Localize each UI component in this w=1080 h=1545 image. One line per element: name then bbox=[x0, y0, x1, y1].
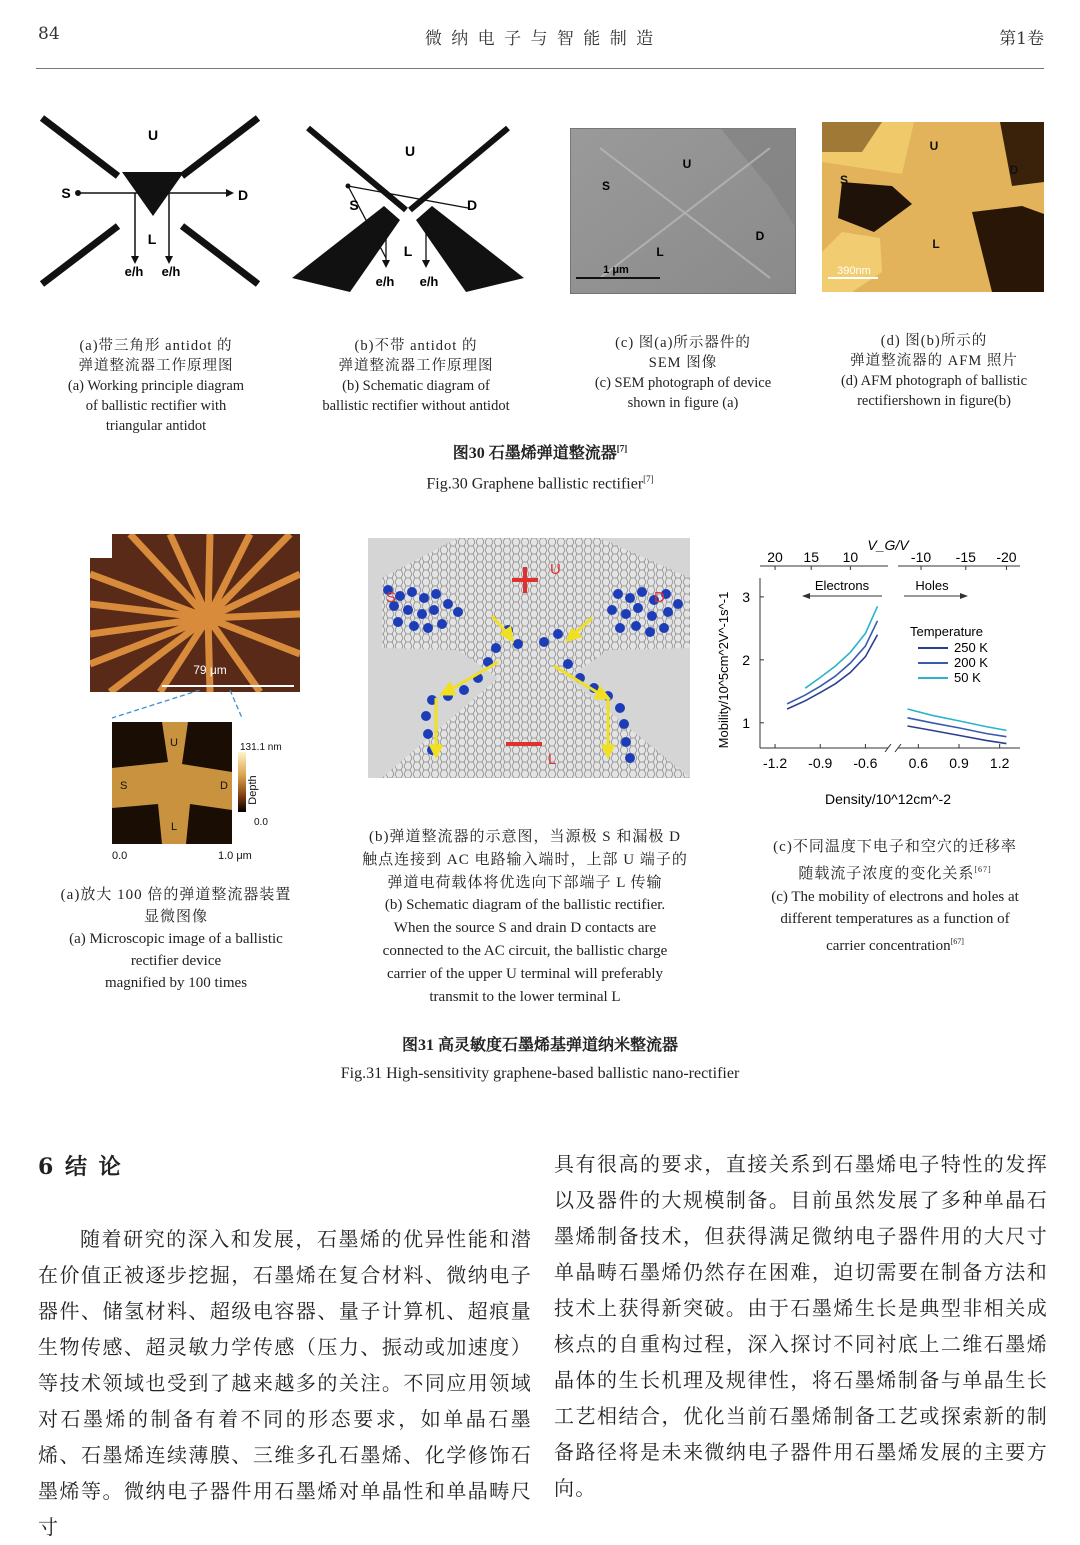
colorbar-max: 131.1 nm bbox=[240, 742, 282, 753]
top-tick-label: -15 bbox=[955, 549, 976, 565]
colorbar-label: Depth bbox=[247, 775, 259, 805]
fig30-caption-b: (b)不带 antidot 的 弹道整流器工作原理图 (b) Schematic diagram of ballistic rectifier without antidot bbox=[322, 338, 510, 414]
top-tick-label: 10 bbox=[842, 549, 859, 565]
region-label-electrons: Electrons bbox=[814, 578, 870, 593]
fig31-panel-a-microscope bbox=[90, 534, 300, 692]
label-eh: e/h bbox=[124, 264, 144, 279]
legend-entry: 50 K bbox=[954, 670, 981, 685]
scale-bar-label: 79 μm bbox=[193, 663, 227, 677]
page-number: 84 bbox=[38, 24, 60, 44]
scale-bar-label: 390nm bbox=[837, 265, 871, 277]
label-s: S bbox=[386, 589, 397, 606]
label-s: S bbox=[120, 780, 128, 792]
label-d: D bbox=[755, 229, 765, 243]
x-tick-label: -0.9 bbox=[808, 755, 833, 771]
volume-label: 第1卷 bbox=[999, 29, 1044, 49]
fig30-panel-b-diagram bbox=[288, 118, 528, 298]
series-line-200k-electrons bbox=[787, 621, 877, 704]
legend-entry: 200 K bbox=[954, 655, 988, 670]
x-end: 1.0 μm bbox=[218, 850, 252, 862]
arrow-head bbox=[960, 593, 968, 599]
label-s: S bbox=[349, 197, 359, 213]
x-tick-label: -0.6 bbox=[853, 755, 878, 771]
scale-bar-label: 1 μm bbox=[603, 264, 629, 276]
region-label-holes: Holes bbox=[915, 578, 949, 593]
label-eh: e/h bbox=[161, 264, 181, 279]
x-tick-label: -1.2 bbox=[762, 755, 788, 771]
fig30-title-zh: 图30 石墨烯弹道整流器[7] bbox=[452, 443, 628, 462]
colorbar-min: 0.0 bbox=[254, 817, 268, 828]
label-l: L bbox=[170, 821, 178, 833]
label-eh: e/h bbox=[375, 274, 395, 289]
top-tick-label: 20 bbox=[767, 549, 783, 565]
fig30-panel-a-diagram bbox=[36, 108, 266, 293]
label-eh: e/h bbox=[419, 274, 439, 289]
fig31-panel-b-schematic bbox=[368, 538, 690, 778]
label-u: U bbox=[170, 737, 178, 749]
x-axis-label: Density/10^12cm^-2 bbox=[825, 791, 951, 807]
fig31-panel-a-afm-zoom bbox=[106, 718, 296, 864]
label-s: S bbox=[839, 173, 849, 187]
label-u: U bbox=[682, 157, 692, 171]
label-d: D bbox=[220, 780, 228, 792]
fig31-title-zh: 图31 高灵敏度石墨烯基弹道纳米整流器 bbox=[401, 1037, 678, 1054]
legend-entry: 250 K bbox=[954, 640, 988, 655]
y-tick-label: 1 bbox=[742, 714, 750, 731]
label-d: D bbox=[238, 187, 249, 203]
fig30-caption-c: (c) 图(a)所示器件的 SEM 图像 (c) SEM photograph of device shown in figure (a) bbox=[594, 335, 772, 411]
fig31-title-en: Fig.31 High-sensitivity graphene-based ballistic nano-rectifier bbox=[340, 1065, 740, 1082]
left-paragraph: 随着研究的深入和发展，石墨烯的优异性能和潜在价值正被逐步挖掘，石墨烯在复合材料、微纳电子器件、储氢材料、超级电容器、量子计算机、超痕量生物传感、超灵敏力学传感（压力、振动或加速度）等技术领域也受到了越来越多的关注。不同应用领域对石墨烯的制备有着不同的形态要求，如单晶石墨烯、石墨烯连续薄膜、三维多孔石墨烯、化学修饰石墨烯等。微纳电子器件用石墨烯对单晶性和单晶畴尺寸 bbox=[38, 1227, 532, 1539]
label-d: D bbox=[654, 589, 665, 606]
fig31-caption-a: (a)放大 100 倍的弹道整流器装置 显微图像 (a) Microscopic image of a ballistic rectifier device magnified by 100 times bbox=[60, 887, 292, 991]
x-start: 0.0 bbox=[112, 850, 128, 862]
label-d: D bbox=[466, 197, 478, 213]
fig31-caption-c: (c)不同温度下电子和空穴的迁移率 随载流子浓度的变化关系[67] (c) The mobility of electrons and holes at different temperatures as a function of carrier concentration[67] bbox=[771, 839, 1019, 955]
fig30-title-en: Fig.30 Graphene ballistic rectifier[7] bbox=[426, 474, 654, 493]
top-tick-label: -10 bbox=[910, 549, 932, 565]
fig30-panel-c-sem-image bbox=[570, 128, 796, 294]
label-u: U bbox=[929, 139, 939, 153]
label-l: L bbox=[403, 243, 413, 259]
label-u: U bbox=[550, 561, 561, 578]
label-l: L bbox=[932, 237, 940, 251]
top-tick-label: -20 bbox=[996, 549, 1017, 565]
label-l: L bbox=[548, 751, 557, 768]
section-heading: 6 结 论 bbox=[38, 1154, 123, 1180]
y-axis-label: Mobility/10^5cm^2V^-1s^-1 bbox=[716, 591, 731, 749]
top-tick-label: 15 bbox=[803, 549, 819, 565]
label-u: U bbox=[404, 143, 416, 159]
y-tick-label: 2 bbox=[742, 651, 750, 668]
label-l: L bbox=[656, 245, 664, 259]
x-tick-label: 0.9 bbox=[949, 755, 969, 771]
arrow-head bbox=[802, 593, 810, 599]
series-line-50k-electrons bbox=[805, 606, 877, 688]
y-tick-label: 3 bbox=[742, 588, 750, 605]
fig30-panel-d-afm-image bbox=[822, 122, 1044, 292]
top-axis-label: V_G/V bbox=[867, 537, 909, 553]
label-u: U bbox=[147, 127, 159, 143]
x-tick-label: 1.2 bbox=[989, 755, 1010, 771]
header-rule bbox=[36, 68, 1044, 69]
fig30-caption-d: (d) 图(b)所示的 弹道整流器的 AFM 照片 (d) AFM photograph of ballistic rectifiershown in figure(b) bbox=[840, 333, 1028, 409]
journal-title: 微 纳 电 子 与 智 能 制 造 bbox=[424, 29, 656, 49]
label-d: D bbox=[1009, 163, 1019, 177]
label-s: S bbox=[601, 179, 611, 193]
right-paragraph: 具有很高的要求，直接关系到石墨烯电子特性的发挥以及器件的大规模制备。目前虽然发展了多种单晶石墨烯制备技术，但获得满足微纳电子器件用的大尺寸单晶畴石墨烯仍然存在困难，迫切需要在制备方法和技术上获得新突破。由于石墨烯生长是典型非相关成核点的自重构过程，深入探讨不同衬底上二维石墨烯晶体的生长机理及规律性，将石墨烯制备与单晶生长工艺相结合，优化当前石墨烯制备工艺或探索新的制备路径将是未来微纳电子器件用石墨烯发展的主要方向。 bbox=[554, 1152, 1048, 1500]
label-l: L bbox=[147, 231, 157, 247]
zoom-lines bbox=[90, 690, 300, 720]
fig30-caption-a: (a)带三角形 antidot 的 弹道整流器工作原理图 (a) Working principle diagram of ballistic rectifier with triangular antidot bbox=[67, 338, 245, 434]
fig31-panel-c-chart bbox=[710, 530, 1040, 820]
label-s: S bbox=[61, 185, 71, 201]
x-tick-label: 0.6 bbox=[908, 755, 929, 771]
legend-title: Temperature bbox=[910, 624, 983, 639]
fig31-caption-b: (b)弹道整流器的示意图，当源极 S 和漏极 D 触点连接到 AC 电路输入端时，上部 U 端子的 弹道电荷载体将优选向下部端子 L 传输 (b) Schematic diagram of the ballistic rectifier. When the source S and drain D contacts are connected to the AC circuit, the ballistic charge carrier of the upper U terminal will preferably transmit to the lower terminal L bbox=[362, 829, 688, 1005]
